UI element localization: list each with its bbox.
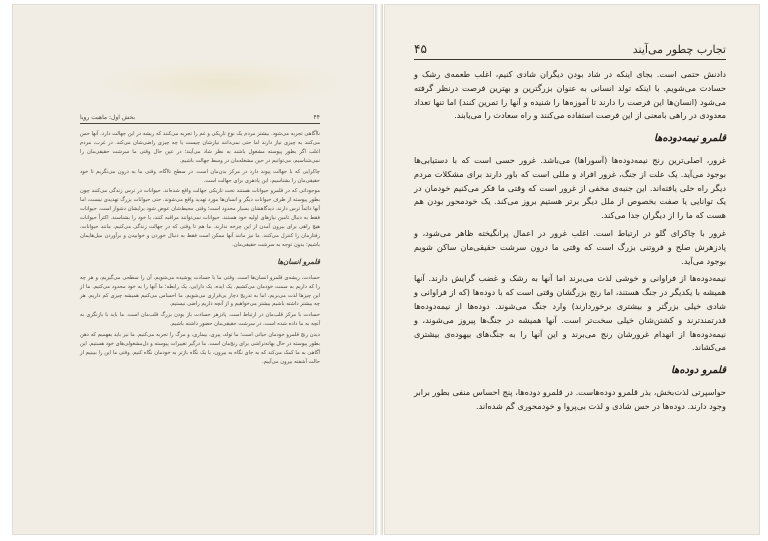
right-paragraph: دادنش حتمی است. بجای اینکه در شاد بودن دیگران شادی کنیم، اغلب طعمه‌ی رشک و حسادت می‌شویم. با اینکه تولد انسانی به عنوان بزرگترین و بهترین فرصت درنظر گرفته می‌شود (انسان‌ها این فرصت را دارند تا آموزه‌ها را شنیده و آنها را تمرین کنند) اما تنها تعداد معدودی در راهی بامعنی از این فرصت استفاده می‌کنند و راه سعادت را می‌یابند. [414,69,726,121]
right-running-title: تجارب چطور می‌آیند [632,43,726,56]
left-paragraph: چاکرایی که با جهالت پیوند دارد در مرکز بدن‌مان است. در سطح نااگاه، وقتی ما به درون می‌نگریم تا خود حقیقی‌مان را بشناسیم، این پاذهری برای جهالت است. [80,168,320,184]
left-page-body [80,130,320,369]
left-page-number: ۴۴ [313,114,320,121]
left-page [12,4,374,535]
left-paragraph: ناآگاهی تجربه می‌شود. بیشتر مردم یک نوع تاریکی و غم را تجربه می‌کنند که ریشه در این جهالت دارد. آنها حس می‌کنند به چیزی نیاز دارند اما حتی نمی‌دانند نیازشان چیست یا چه چیزی راضی‌شان می‌کند. در غرب، مردم اغلب اگر بطور پیوسته مشغول باشند به نظر شاد می‌آیند؛ در عین حال وقتی ما سرشت حقیقی‌مان را نمی‌شناسیم، می‌توانیم در حین مشغله‌مان در وسط جهالت باشیم. [80,131,320,164]
right-page-body [414,68,726,418]
left-paragraph: حسادت، ریشه‌ی قلمرو انسان‌ها است. وقتی ما با حسادت پوشیده می‌شویم، آن را سطحی می‌گیریم، و هر چه را که داریم به سمت خودمان می‌کشیم. یک ایده، یک دارایی، یک رابطه؛ ما آنها را به خود محدود می‌کنیم. ما از این چیزها لذت می‌بریم، اما به تدریج دچار بی‌قراری می‌شویم. ما احساس می‌کنیم همیشه چیزی کم داریم. هر چه بیشتر داشته باشیم بیشتر می‌خواهیم و از آنچه داریم راضی نیستیم. [80,274,320,308]
right-paragraph: نیمه‌دوده‌ها از فراوانی و خوشی لذت می‌برند اما آنها به رشک و غضب گرایش دارند. آنها همیشه با یکدیگر در جنگ هستند، اما رنج بزرگشان وقتی است که با دوده‌ها (که از فراوانی و شادی خیلی بزرگتر و بیشتری برخوردارند) وارد جنگ می‌شوند. دوده‌ها از نیمه‌دوده‌ها قدرتمندترند و کشتن‌شان خیلی سخت‌تر است. آنها همیشه در جنگ‌ها پیروز می‌شوند، و نیمه‌دوده‌ها از انهدام غرورشان رنج می‌برند و این آنها را به جنگ‌های بیهوده‌ی بیشتری می‌کشاند. [414,273,726,353]
right-section-heading: قلمرو دوده‌ها [671,365,726,377]
right-paragraph: غرور با چاکرای گلو در ارتباط است. اغلب غرور در اعمال پرانگیخته ظاهر می‌شود، و پادزهرش صلح و فروتنی بزرگ است که وقتی ما درون سرشت حقیقی‌مان ساکن شویم بوجود می‌آید. [414,227,726,266]
right-page-number: ۴۵ [414,42,427,56]
left-paragraph: موجوداتی که در قلمرو حیوانات هستند تحت تاریکی جهالت واقع شده‌اند. حیوانات در ترس زندگی می‌کنند چون بطور پیوسته از طرف حیوانات دیگر و انسان‌ها مورد تهدید واقع می‌شوند. حتی حیوانات بزرگ تهدیدی نیست، اما آنها دائماً ترس دارند. دیدگاهشان بسیار محدود است؛ وقتی محیط‌شان عوض شود برایشان دشوار است. حیوانات فقط به دنبال تامین نیازهای اولیه خود هستند. حیوانات نمی‌توانند مراقبه کنند، یا خود را بشناسند. اکثراً حیوانات هیچ راهی برای بیرون آمدن از این چرخه ندارند. ما هم تا وقتی که در جهالت زندگی می‌کنیم، مانند حیوانات، رفتارمان را کنترل می‌کنند. ما نیز مانند آنها ممکن است فقط به دنبال خوردن و خوابیدن و برآوردن میل‌هایمان باشیم؛ بدون توجه به سرشت حقیقی‌مان. [80,188,320,248]
right-paragraph: غرور، اصلی‌ترین رنج نیمه‌دوده‌ها (آسوراها) می‌باشد. غرور حسی است که با دستیابی‌ها بوجود می‌آید. یک علت از جنگ، غرور افراد و مللی است که باور دارند برای مشکلات مردم دیگر راه حلی یافته‌اند. این جنبه‌ی مخفی از غرور است که وقتی ما فکر می‌کنیم خودمان در یک توانایی یا صفت بخصوص از ملل دیگر برتر هستیم بروز می‌کند. یک خودمحور بودن هم هست که ما را از دیگران جدا می‌کند. [414,154,726,221]
left-paragraph: دیدن رنج قلمرو خودمان حیاتی است؛ ما تولد، پیری، بیماری، و مرگ را تجربه می‌کنیم. ما نیز باید بفهمیم که ذهن بطور پیوسته در حال بهانه‌تراشی برای رنج‌مان است. ما درگیر تغییرات پیوسته و دل‌مشغولی‌های خود هستیم. این آگاهی به ما کمک می‌کند که به جای نگاه به بیرون، با یک نگاه بازتر به خودمان نگاه کنیم. وقتی ما این را ببینیم از حالت آشفته بیرون می‌آییم. [80,332,320,365]
book-gutter [375,4,383,535]
left-section-heading: قلمرو انسان‌ها [277,256,320,266]
bleed-through-mark [96,60,346,106]
left-running-title: بخش اول: ماهیت رویا [80,114,136,121]
right-running-header [414,42,726,60]
right-paragraph: حواسپرتی لذت‌بخش، بذر قلمرو دوده‌هاست. در قلمرو دوده‌ها، پنج احساس منفی بطور برابر وجود دارند. دوده‌ها در حس شادی و لذت بی‌پروا و خودمحوری گم شده‌اند. [414,386,726,411]
right-section-heading: قلمرو نیمه‌دوده‌ها [654,133,726,145]
left-paragraph: حسادت با مرکز قلب‌مان در ارتباط است. پادزهر حسادت باز بودن بزرگ قلب‌مان است. ما باید با بازنگری به آنچه به ما داده شده است، در سرشت حقیقی‌مان حضور داشته باشیم. [80,312,320,328]
right-page [384,4,760,535]
left-running-header [80,114,320,124]
